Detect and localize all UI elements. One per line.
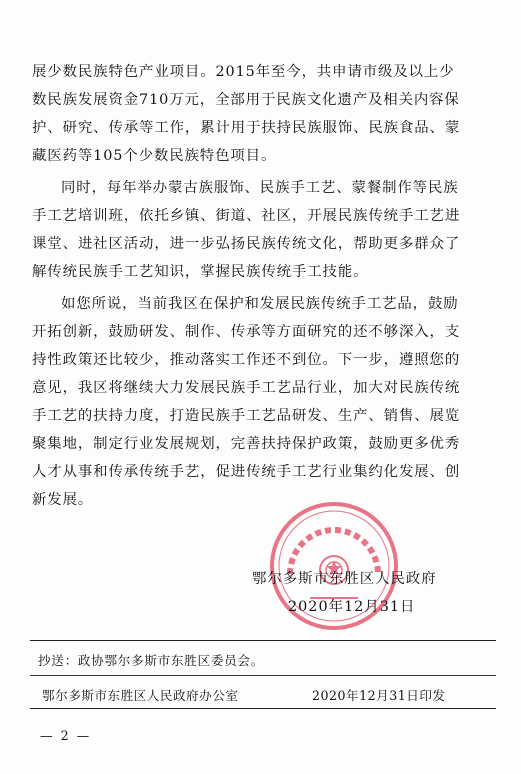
- text-line: 开拓创新，鼓励研发、制作、传承等方面研究的还不够深入，支: [32, 324, 461, 340]
- text-line: 护、研究、传承等工作，累计用于扶持民族服饰、民族食品、蒙: [32, 120, 461, 136]
- paragraph-1: [32, 58, 494, 170]
- signing-organization: 鄂尔多斯市东胜区人民政府: [252, 571, 437, 587]
- letter-body: [32, 58, 494, 514]
- text-line: 手工艺培训班，依托乡镇、街道、社区，开展民族传统手工艺进: [32, 208, 461, 224]
- divider: [30, 708, 496, 709]
- paragraph-2: [32, 174, 494, 286]
- text-line: 意见，我区将继续大力发展民族手工艺品行业，加大对民族传统: [32, 380, 461, 396]
- text-line: 手工艺的扶持力度，打造民族手工艺品研发、生产、销售、展览: [32, 408, 461, 424]
- text-line: 课堂、进社区活动，进一步弘扬民族传统文化，帮助更多群众了: [32, 236, 461, 252]
- text-line: 同时，每年举办蒙古族服饰、民族手工艺、蒙餐制作等民族: [61, 180, 459, 196]
- cc-line: 抄送：政协鄂尔多斯市东胜区委员会。: [38, 653, 264, 668]
- text-line: 持性政策还比较少，推动落实工作还不到位。下一步，遵照您的: [32, 352, 461, 368]
- page-number: — 2 —: [40, 728, 92, 743]
- text-line: 新发展。: [32, 492, 94, 508]
- signing-date: 2020年12月31日: [288, 599, 416, 615]
- text-line: 聚集地，制定行业发展规划，完善扶持保护政策，鼓励更多优秀: [32, 436, 461, 452]
- text-line: 解传统民族手工艺知识，掌握民族传统手工技能。: [32, 264, 369, 280]
- paragraph-3: [32, 290, 494, 514]
- text-line: 藏医药等105个少数民族特色项目。: [32, 148, 277, 164]
- issuing-office: 鄂尔多斯市东胜区人民政府办公室: [42, 688, 239, 703]
- text-line: 数民族发展资金710万元，全部用于民族文化遗产及相关内容保: [32, 92, 460, 108]
- text-line: 如您所说，当前我区在保护和发展民族传统手工艺品，鼓励: [61, 296, 459, 312]
- issue-date: 2020年12月31日印发: [312, 688, 446, 703]
- text-line: 人才从事和传承传统手艺，促进传统手工艺行业集约化发展、创: [32, 464, 461, 480]
- signature-block: [240, 565, 480, 621]
- text-line: 展少数民族特色产业项目。2015年至今，共申请市级及以上少: [32, 64, 455, 80]
- divider: [30, 640, 496, 641]
- divider: [30, 675, 496, 676]
